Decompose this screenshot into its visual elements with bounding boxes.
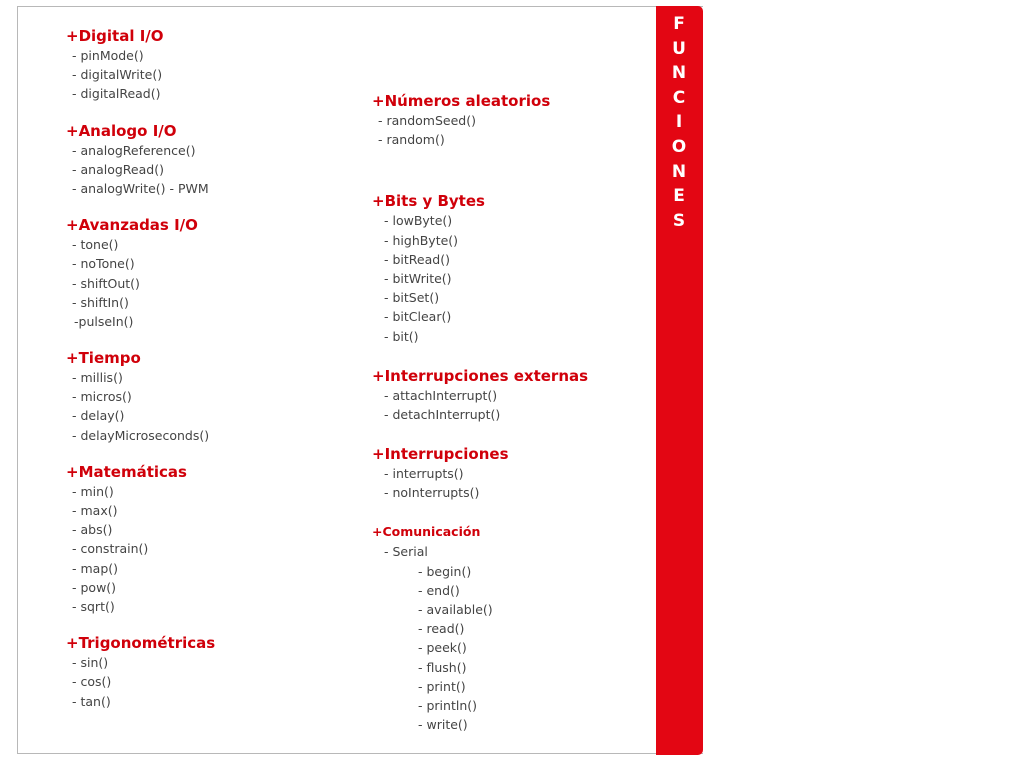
function-item: - bit() [384,328,419,344]
sidebar-letter: F [673,14,686,34]
section-tiempo [66,348,356,445]
function-item: - interrupts() [384,466,464,482]
function-list [66,653,356,711]
sidebar-letter: C [672,87,687,108]
function-item: - lowByte() [384,213,453,229]
function-item: - noTone() [72,256,135,272]
function-item: - shiftIn() [72,294,129,310]
function-item: - end() [418,582,460,598]
section-interrupciones-externas [372,366,652,424]
function-item: - millis() [72,370,123,386]
function-item: - available() [418,602,493,617]
function-item: -pulseIn() [74,313,134,329]
function-item: - noInterrupts() [384,485,480,501]
section-trigonometricas [66,633,356,711]
function-list [372,542,652,561]
function-item: - tone() [72,237,119,253]
section-title: +Matemáticas [66,462,187,481]
section-numeros-aleatorios [372,91,652,149]
sidebar-letter: U [672,38,687,59]
function-item: - delayMicroseconds() [72,427,210,443]
section-title: +Bits y Bytes [372,192,485,211]
function-list [66,46,356,104]
function-item: - sqrt() [72,598,115,614]
function-item: - tan() [72,693,111,709]
function-item: - highByte() [384,232,459,248]
section-title: +Digital I/O [66,27,164,45]
section-title: +Analogo I/O [66,121,177,140]
function-item: - peek() [418,640,467,656]
function-list [372,386,652,424]
function-item: - constrain() [72,541,149,557]
function-item: - bitRead() [384,251,450,267]
right-column [372,91,652,734]
function-item: - bitClear() [384,309,452,325]
function-item: - detachInterrupt() [384,406,501,422]
function-item: - sin() [72,655,109,671]
function-item: - bitSet() [384,290,440,306]
serial-item: - Serial [384,544,428,560]
section-title: +Números aleatorios [372,92,551,110]
function-item: - random() [378,132,445,148]
section-comunicacion [372,522,652,734]
sidebar-letter: N [671,161,688,182]
section-matematicas [66,462,356,616]
function-item: - map() [72,560,119,576]
section-digital-io [66,26,356,104]
function-item: - write() [418,717,468,733]
function-item: - randomSeed() [378,113,476,128]
function-list [66,482,356,616]
section-avanzadas-io [66,215,356,331]
function-item: - println() [418,697,478,713]
sidebar-letter: O [671,136,688,157]
function-item: - begin() [418,563,472,579]
section-title: +Interrupciones [372,445,509,464]
function-item: - analogReference() [72,142,196,158]
function-item: - min() [72,483,114,499]
function-item: - flush() [418,659,467,675]
sidebar-vertical-label [656,12,703,233]
function-item: - abs() [72,522,113,538]
sidebar-letter: E [673,186,686,207]
sidebar-letter: I [675,112,684,133]
section-title: +Avanzadas I/O [66,216,198,235]
function-list [66,368,356,445]
function-item: - bitWrite() [384,270,452,286]
sidebar-letter: S [672,210,687,231]
function-item: - delay() [72,408,125,424]
function-item: - cos() [72,674,112,690]
function-item: - micros() [72,389,132,405]
left-column [66,26,356,711]
section-bits-y-bytes [372,191,652,345]
function-list [372,211,652,345]
section-title: +Tiempo [66,349,141,368]
section-title: +Interrupciones externas [372,366,589,385]
function-item: - pow() [72,579,117,595]
section-interrupciones [372,444,652,502]
function-item: - max() [72,503,118,518]
function-item: - digitalWrite() [72,67,163,83]
serial-function-list [372,562,652,735]
function-list [66,141,356,199]
function-item: - digitalRead() [72,86,161,102]
function-item: - analogRead() [72,161,164,177]
function-item: - analogWrite() - PWM [72,180,209,196]
function-item: - shiftOut() [72,275,140,291]
function-item: - attachInterrupt() [384,387,498,403]
funciones-sidebar [656,6,703,755]
function-item: - read() [418,621,465,637]
function-item: - print() [418,678,466,694]
section-analogo-io [66,121,356,199]
function-list [372,464,652,502]
function-list [372,111,652,149]
function-list [66,235,356,331]
function-item: - pinMode() [72,48,144,63]
section-title: +Trigonométricas [66,634,216,653]
sidebar-letter: N [671,63,688,84]
section-title: +Comunicación [372,524,481,540]
